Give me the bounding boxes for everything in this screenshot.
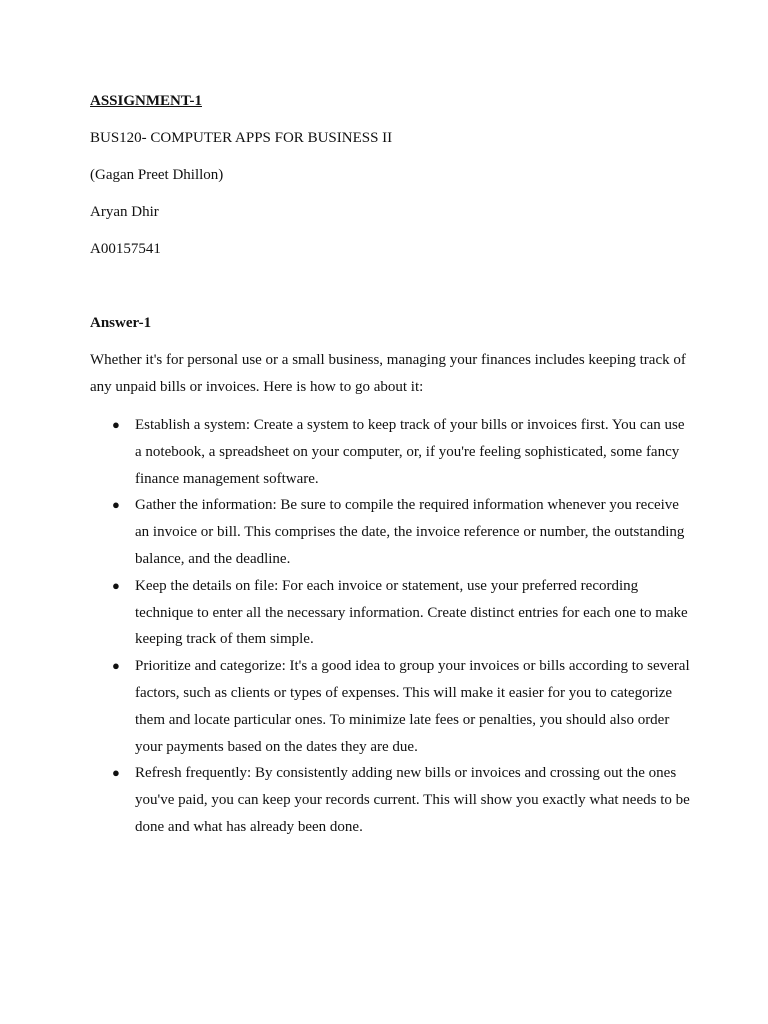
bullet-icon: ● [112,497,120,513]
answer-intro: Whether it's for personal use or a small business, managing your finances includes keeping track of any unpaid bills or invoices. Here is how to go about it: [90,352,686,395]
list-item-text: Refresh frequently: By consistently adding new bills or invoices and crossing out the ones you've paid, you can keep your records current. This will show you exactly what needs to be done and what has already been done. [135,765,690,835]
list-item-text: Gather the information: Be sure to compile the required information whenever you receive an invoice or bill. This comprises the date, the invoice reference or number, the outstanding balance, and the deadline. [135,497,685,567]
list-item [90,760,690,840]
student-id: A00157541 [90,241,161,257]
list-item [90,492,690,572]
student-name: Aryan Dhir [90,204,159,220]
instructor-name: (Gagan Preet Dhillon) [90,167,224,183]
list-item [90,573,690,653]
bullet-icon: ● [112,658,120,674]
list-item [90,412,690,492]
bullet-icon: ● [112,417,120,432]
list-item-text: Establish a system: Create a system to keep track of your bills or invoices first. You can use a notebook, a spreadsheet on your computer, or, if you're feeling sophisticated, some fancy finance management software. [135,417,685,487]
list-item-text: Keep the details on file: For each invoice or statement, use your preferred recording technique to enter all the necessary information. Create distinct entries for each one to make keeping track of them simple. [135,577,688,648]
list-item [90,653,690,760]
assignment-title: ASSIGNMENT-1 [90,93,202,109]
answer-list [90,412,690,841]
bullet-icon: ● [112,577,120,593]
course-name: BUS120- COMPUTER APPS FOR BUSINESS II [90,130,393,146]
answer-heading: Answer-1 [90,315,152,331]
list-item-text: Prioritize and categorize: It's a good idea to group your invoices or bills according to several factors, such as clients or types of expenses. This will make it easier for you to categorize them and locate particular ones. To minimize late fees or penalties, you should also order your payments based on the dates they are due. [135,658,690,755]
bullet-icon: ● [112,765,120,781]
document-content [90,88,690,841]
